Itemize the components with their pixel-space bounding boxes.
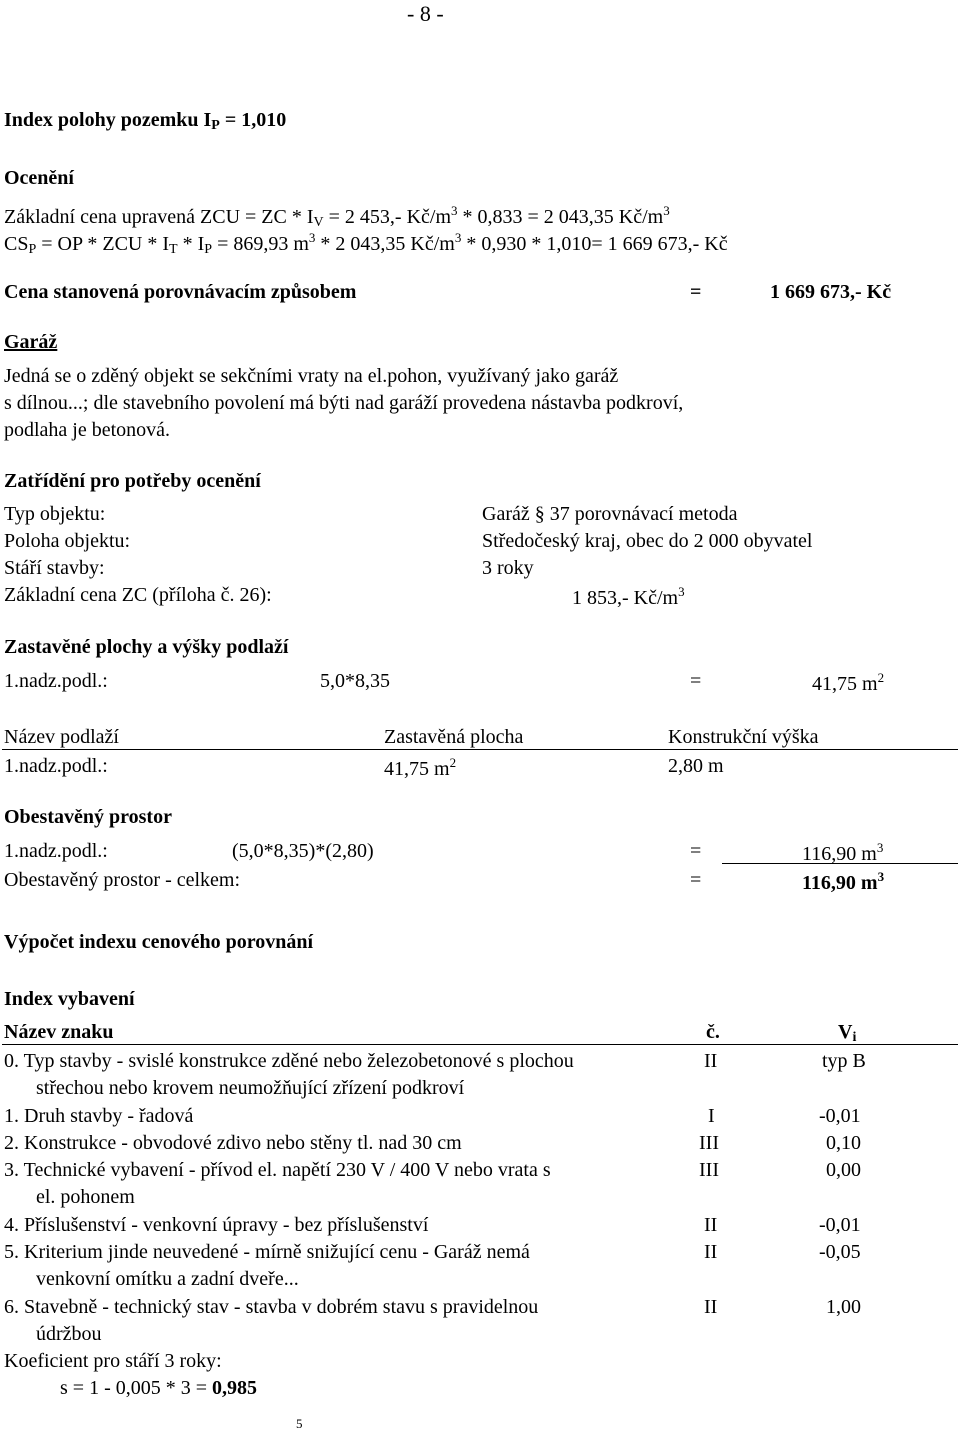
znak-6-v: 1,00 [826,1296,861,1318]
prostor-heading: Obestavěný prostor [4,806,172,828]
znak-4-c: II [704,1214,718,1236]
table-header-rule [2,749,958,750]
plochy-heading: Zastavěné plochy a výšky podlaží [4,636,289,658]
znak-0-v: typ B [822,1050,866,1072]
cena-equals: = [690,281,702,303]
znak-0-line-2: střechou nebo krovem neumožňující zřízení podkroví [36,1077,465,1099]
index-polohy-line: Index polohy pozemku $I_P = 1,010$ [4,109,287,133]
page-number-header: - 8 - [407,1,444,26]
typ-objektu-label: Typ objektu: [4,503,106,525]
prostor-sum-rule [722,863,958,864]
col-header-c: č. [706,1021,720,1043]
footnote-mark: 5 [296,1416,303,1431]
znak-1-c: I [708,1105,715,1127]
prostor-floor: 1.nadz.podl.: [4,840,108,862]
znak-2-line-1: 2. Konstrukce - obvodové zdivo nebo stěny tl. nad 30 cm [4,1132,462,1154]
table-header-nazev: Název podlaží [4,726,119,748]
zatrideni-heading: Zatřídění pro potřeby ocenění [4,470,261,492]
znak-5-c: II [704,1241,718,1263]
table-row-height: 2,80 m [668,755,724,777]
garaz-heading: Garáž [4,331,58,353]
znak-5-line-1: 5. Kriterium jinde neuvedené - mírně snižující cenu - Garáž nemá [4,1241,530,1263]
prostor-value: 116,90 $m^3$ [802,840,884,865]
znak-5-v: -0,05 [819,1241,861,1263]
garaz-desc-line-1: Jedná se o zděný objekt se sekčními vraty na el.pohon, využívaný jako garáž [4,365,619,387]
zcu-formula: Základní cena upravená ZCU = ZC * $I_V = 2$ 453,- $Kč/m^3 * 0,833 = 2$ 043,35 $Kč/m^3$ [4,203,670,230]
znak-3-line-2: el. pohonem [36,1186,135,1208]
znak-5-line-2: venkovní omítku a zadní dveře... [36,1268,299,1290]
vybaveni-header-rule [2,1044,958,1045]
stari-stavby-label: Stáří stavby: [4,557,105,579]
znak-2-c: III [699,1132,719,1154]
col-header-v: $V_i$ [838,1021,857,1045]
cena-value: 1 669 673,- Kč [770,281,892,303]
znak-4-line-1: 4. Příslušenství - venkovní úpravy - bez příslušenství [4,1214,429,1236]
plochy-value: 41,75 $m^2$ [812,670,885,695]
zakladni-cena-label: Základní cena ZC (příloha č. 26): [4,584,272,606]
csp-formula: $CS_P$ = OP * ZCU * $I_T * I_P = 869,93$ $m^3 * 2$ 043,35 $Kč/m^3 * 0,930 * 1,010= 1$ 669 673,- Kč [4,230,728,257]
prostor-total-equals: = [690,869,702,891]
znak-1-line-1: 1. Druh stavby - řadová [4,1105,194,1127]
znak-6-line-1: 6. Stavebně - technický stav - stavba v dobrém stavu s pravidelnou [4,1296,539,1318]
koeficient-label: Koeficient pro stáří 3 roky: [4,1350,222,1372]
vypocet-heading: Výpočet indexu cenového porovnání [4,931,314,953]
plochy-floor: 1.nadz.podl.: [4,670,108,692]
garaz-desc-line-3: podlaha je betonová. [4,419,171,441]
cena-label: Cena stanovená porovnávacím způsobem [4,281,357,303]
plochy-formula: 5,0*8,35 [320,670,390,692]
poloha-objektu-value: Středočeský kraj, obec do 2 000 obyvatel [482,530,813,552]
znak-3-v: 0,00 [826,1159,861,1181]
znak-0-line-1: 0. Typ stavby - svislé konstrukce zděné nebo železobetonové s plochou [4,1050,574,1072]
zakladni-cena-value: 1 853,- $Kč/m^3$ [572,584,685,609]
znak-2-v: 0,10 [826,1132,861,1154]
prostor-equals: = [690,840,702,862]
oceneni-heading: Ocenění [4,167,74,189]
znak-6-line-2: údržbou [36,1323,102,1345]
table-header-plocha: Zastavěná plocha [384,726,524,748]
prostor-formula: (5,0*8,35)*(2,80) [232,840,374,862]
znak-0-c: II [704,1050,718,1072]
koeficient-formula: s = 1 - 0,005 * 3 = 0,985 [60,1377,258,1399]
znak-3-line-1: 3. Technické vybavení - přívod el. napětí 230 V / 400 V nebo vrata s [4,1159,551,1181]
garaz-desc-line-2: s dílnou...; dle stavebního povolení má býti nad garáží provedena nástavba podkroví, [4,392,684,414]
col-header-nazev: Název znaku [4,1021,114,1043]
znak-1-v: -0,01 [819,1105,861,1127]
table-row-floor: 1.nadz.podl.: [4,755,108,777]
znak-6-c: II [704,1296,718,1318]
table-row-area: 41,75 $m^2$ [384,755,457,780]
plochy-equals: = [690,670,702,692]
poloha-objektu-label: Poloha objektu: [4,530,131,552]
prostor-total-label: Obestavěný prostor - celkem: [4,869,241,891]
vybaveni-heading: Index vybavení [4,988,135,1010]
znak-4-v: -0,01 [819,1214,861,1236]
znak-3-c: III [699,1159,719,1181]
stari-stavby-value: 3 roky [482,557,534,579]
table-header-vyska: Konstrukční výška [668,726,819,748]
prostor-total-value: 116,90 $m^3$ [802,869,885,894]
typ-objektu-value: Garáž § 37 porovnávací metoda [482,503,738,525]
